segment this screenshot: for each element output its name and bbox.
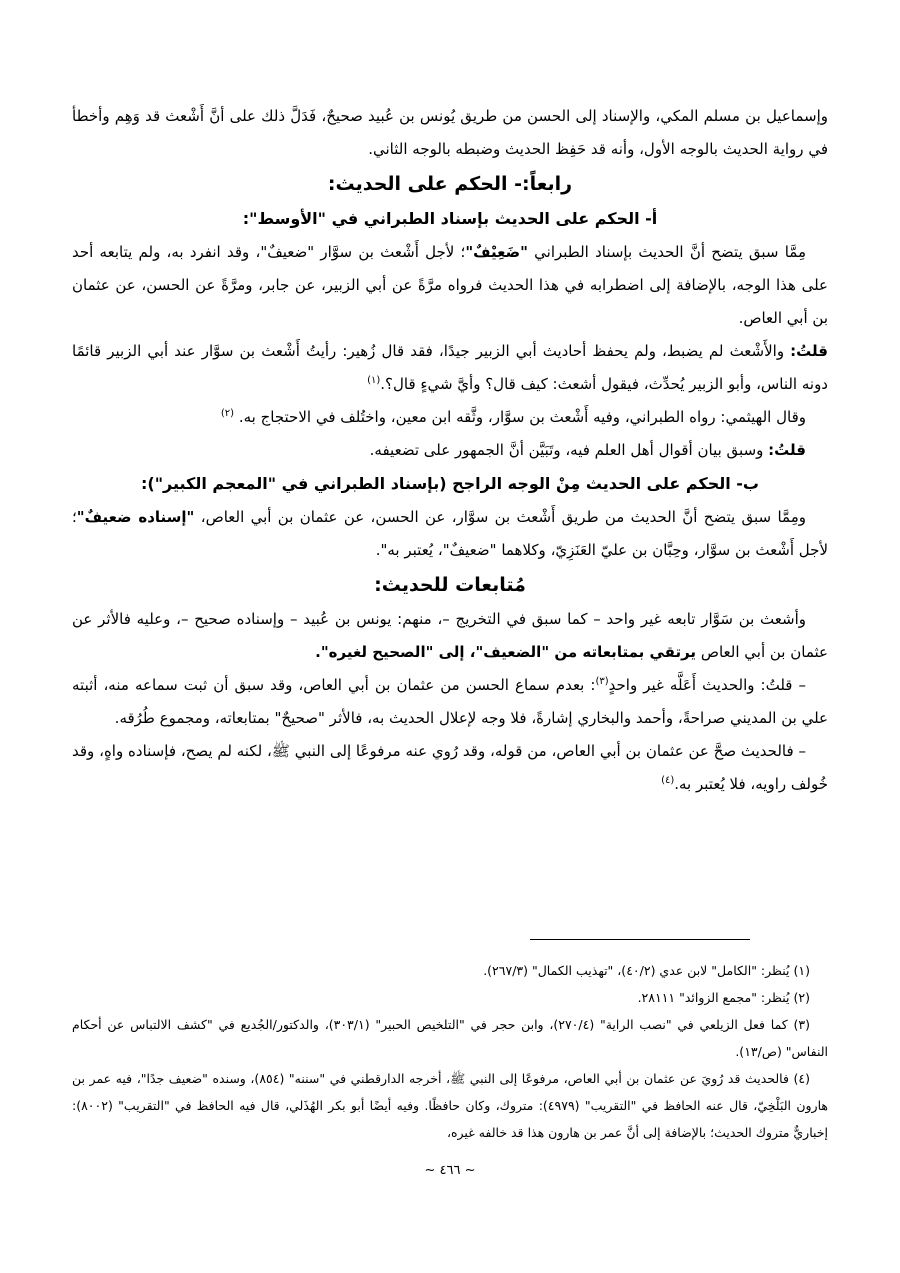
section-heading-ruling: رابعاً:- الحكم على الحديث: xyxy=(327,173,573,195)
paragraph-6: ومِمَّا سبق يتضح أنَّ الحديث من طريق أَشْعث بن سوَّار، عن الحسن، عن عثمان بن أبي العاص، "إسناده ضعيفٌ"؛ لأجل أَشْعث بن سوَّار، وحِبَّان بن عليّ العَنَزِيّ، وكلاهما "ضعيفٌ"، يُعتبر به". xyxy=(72,508,828,559)
section-heading-followups: مُتابعات للحديث: xyxy=(374,574,526,596)
paragraph-4: وقال الهيثمي: رواه الطبراني، وفيه أَشْعث بن سوَّار، وثَّقه ابن معين، واختُلف في الاحتجاج به. $^{(٢)}$ xyxy=(220,408,806,426)
footnote-2: (٢) يُنظر: "مجمع الزوائد" ٢٨١١١. xyxy=(637,990,810,1005)
footnote-4: (٤) فالحديث قد رُويَ عن عثمان بن أبي العاص، مرفوعًا إلى النبي ﷺ، أخرجه الدارقطني في "سننه" (٨٥٤)، وسنده "ضعيف جدًا"، فيه عمر بن هارون البَلْخِيّ، قال عنه الحافظ في "التقريب" (٤٩٧٩): متروك، وكان حافظًا. وفيه أيضًا أبو بكر الهُذَلي، قال فيه الحافظ في "التقريب" (٨٠٠٢): إخباريٌّ متروك الحديث؛ بالإضافة إلى أنَّ عمر بن هارون هذا قد خالفه غيره، xyxy=(72,1071,828,1140)
paragraph-8: – قلتُ: والحديث أَعَلَّه غير واحدٍ$^{(٣)}$: بعدم سماع الحسن من عثمان بن أبي العاص، وقد سبق أن ثبت سماعه منه، أثبته علي بن المديني صراحةً، وأحمد والبخاري إشارةً، فلا وجه لإعلال الحديث به، فالأثر "صحيحٌ" بمتابعاته، ومجموع طُرُقه. xyxy=(72,676,828,727)
footnote-ref-2: (٢) xyxy=(220,408,235,419)
paragraph-7: وأشعث بن سَوَّار تابعه غير واحد – كما سبق في التخريج –، منهم: يونس بن عُبيد – وإسناده صحيح –، وعليه فالأثر عن عثمان بن أبي العاص يرتقي بمتابعاته من "الضعيف"، إلى "الصحيح لغيره". xyxy=(72,610,828,661)
paragraph-9: – فالحديث صحَّ عن عثمان بن أبي العاص، من قوله، وقد رُوي عنه مرفوعًا إلى النبي ﷺ، لكنه لم يصح، فإسناده واهٍ، وقد خُولف راويه، فلا يُعتبر به.$^{(٤)}$ xyxy=(72,742,828,793)
footnote-ref-1: (١) xyxy=(367,375,381,386)
subheading-awsat: أ- الحكم على الحديث بإسناد الطبراني في "الأوسط": xyxy=(242,209,658,228)
footnote-1: (١) يُنظر: "الكامل" لابن عدي (٤٠/٢)، "تهذيب الكمال" (٢٦٧/٣). xyxy=(483,963,810,978)
main-text xyxy=(72,100,828,801)
paragraph-3: قلتُ: والأَشْعث لم يضبط، ولم يحفظ أحاديث أبي الزبير جيدًا، فقد قال زُهير: رأيتُ أَشْعث بن سوَّار عند أبي الزبير قائمًا دونه الناس، وأبو الزبير يُحدِّث، فيقول أشعث: كيف قال؟ وأيَّ شيءٍ قال؟.$^{(١)}$ xyxy=(72,342,828,393)
paragraph-2: مِمَّا سبق يتضح أنَّ الحديث بإسناد الطبراني "ضَعِيْفٌ"؛ لأجل أَشْعث بن سوَّار "ضعيفٌ"، وقد انفرد به، ولم يتابعه أحد على هذا الوجه، بالإضافة إلى اضطرابه في هذا الحديث فرواه مرَّةً عن أبي الزبير، عن جابر، ومرَّةً عن الحسن، عن عثمان بن أبي العاص. xyxy=(72,243,828,327)
footnotes xyxy=(72,957,828,1146)
paragraph-1: وإسماعيل بن مسلم المكي، والإسناد إلى الحسن من طريق يُونس بن عُبيد صحيحٌ، فَدَلَّ ذلك على أنَّ أَشْعث قد وَهِم وأخطأ في رواية الحديث بالوجه الأول، وأنه قد حَفِظ الحديث وضبطه بالوجه الثاني. xyxy=(72,107,828,158)
page-number: ~ ٤٦٦ ~ xyxy=(424,1163,476,1178)
footnote-3: (٣) كما فعل الزيلعي في "نصب الراية" (٢٧٠/٤)، وابن حجر في "التلخيص الحبير" (٣٠٣/١)، والدكتور/الجُديع في "كشف الالتباس عن أحكام النفاس" (ص/١٣). xyxy=(72,1017,828,1059)
subheading-kabir: ب- الحكم على الحديث مِنْ الوجه الراجح (بإسناد الطبراني في "المعجم الكبير"): xyxy=(140,474,760,493)
footnote-ref-4: (٤) xyxy=(661,775,675,786)
footnote-divider xyxy=(530,939,750,940)
footnote-ref-3: (٣) xyxy=(595,676,609,687)
paragraph-5: قلتُ: وسبق بيان أقوال أهل العلم فيه، وتَبَيَّن أنَّ الجمهور على تضعيفه. xyxy=(369,441,806,459)
